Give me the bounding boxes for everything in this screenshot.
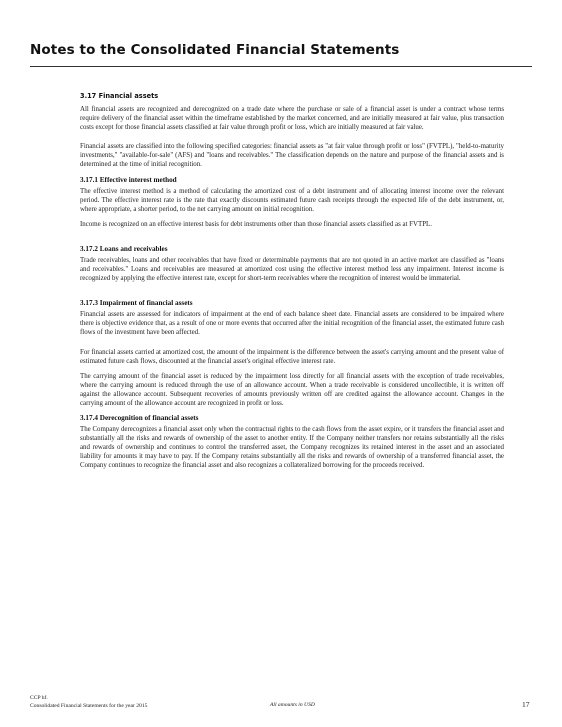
subsection-heading-derecognition: 3.17.4 Derecognition of financial assets (80, 414, 199, 423)
section-heading: 3.17 Financial assets (80, 92, 159, 100)
paragraph-loans-1: Trade receivables, loans and other receivables that have fixed or determinable payments that are not quoted in an active market are classified as "loans and receivables." Loans and receivables are measured at amortized cost using the effective interest method less any impairment. Interest income is recognized by applying the effective interest rate, except for short-term receivables where the recognition of interest would be immaterial. (80, 256, 504, 283)
paragraph-effective-interest-2: Income is recognized on an effective interest basis for debt instruments other than those financial assets classified as at FVTPL. (80, 220, 432, 228)
paragraph-impairment-2: For financial assets carried at amortized cost, the amount of the impairment is the difference between the asset's carrying amount and the present value of estimated future cash flows, discounted at the financial asset's original effective interest rate. (80, 348, 504, 365)
paragraph-derecognition-1: The Company derecognizes a financial asset only when the contractual rights to the cash flows from the asset expire, or it transfers the financial asset and substantially all the risks and rewards of ownership of the asset to another entity. If the Company neither transfers nor retains substantially all the risks and rewards of ownership and continues to control the transferred asset, the Company recognizes its retained interest in the asset and an associated liability for amounts it may have to pay. If the Company retains substantially all the risks and rewards of ownership of a transferred financial asset, the Company continues to recognize the financial asset and also recognizes a collateralized borrowing for the proceeds received. (80, 426, 504, 470)
notes-content (80, 92, 504, 477)
paragraph-impairment-3: The carrying amount of the financial asset is reduced by the impairment loss directly for all financial assets with the exception of trade receivables, where the carrying amount is reduced through the use of an allowance account. When a trade receivable is considered uncollectible, it is written off against the allowance account. Subsequent recoveries of amounts previously written off are credited against the allowance account. Changes in the carrying amount of the allowance account are recognized in profit or loss. (80, 372, 504, 407)
footer-left (30, 694, 147, 710)
subsection-heading-loans: 3.17.2 Loans and receivables (80, 244, 168, 253)
footer-statement-title: Consolidated Financial Statements for the year 2015 (30, 703, 148, 709)
footer-currency-note: All amounts in USD (270, 702, 315, 708)
footer-company: CCP hf. (30, 695, 48, 701)
paragraph-effective-interest-1: The effective interest method is a method of calculating the amortized cost of a debt instrument and of allocating interest income over the relevant period. The effective interest rate is the rate that exactly discounts estimated future cash receipts through the expected life of the debt instrument, or, where appropriate, a shorter period, to the net carrying amount on initial recognition. (80, 187, 504, 213)
subsection-heading-impairment: 3.17.3 Impairment of financial assets (80, 299, 193, 308)
subsection-heading-effective-interest: 3.17.1 Effective interest method (80, 175, 177, 184)
paragraph-impairment-1: Financial assets are assessed for indicators of impairment at the end of each balance sheet date. Financial assets are considered to be impaired where there is objective evidence that, as a result of one or more events that occurred after the initial recognition of the financial asset, the estimated future cash flows of the investment have been affected. (80, 311, 504, 337)
title-divider (30, 66, 532, 67)
page-number: 17 (522, 700, 530, 709)
page-title: Notes to the Consolidated Financial Statements (30, 42, 400, 58)
intro-paragraph-2: Financial assets are classified into the following specified categories: financial assets as "at fair value through profit or loss" (FVTPL), "held-to-maturity investments," "available-for-sale" (AFS) and "loans and receivables." The classification depends on the nature and purpose of the financial assets and is determined at the time of initial recognition. (80, 143, 504, 169)
intro-paragraph-1: All financial assets are recognized and derecognized on a trade date where the purchase or sale of a financial asset is under a contract whose terms require delivery of the financial asset within the timeframe established by the market concerned, and are initially measured at fair value, plus transaction costs except for those financial assets classified at fair value through profit or loss, which are initially measured at fair value. (80, 106, 504, 132)
